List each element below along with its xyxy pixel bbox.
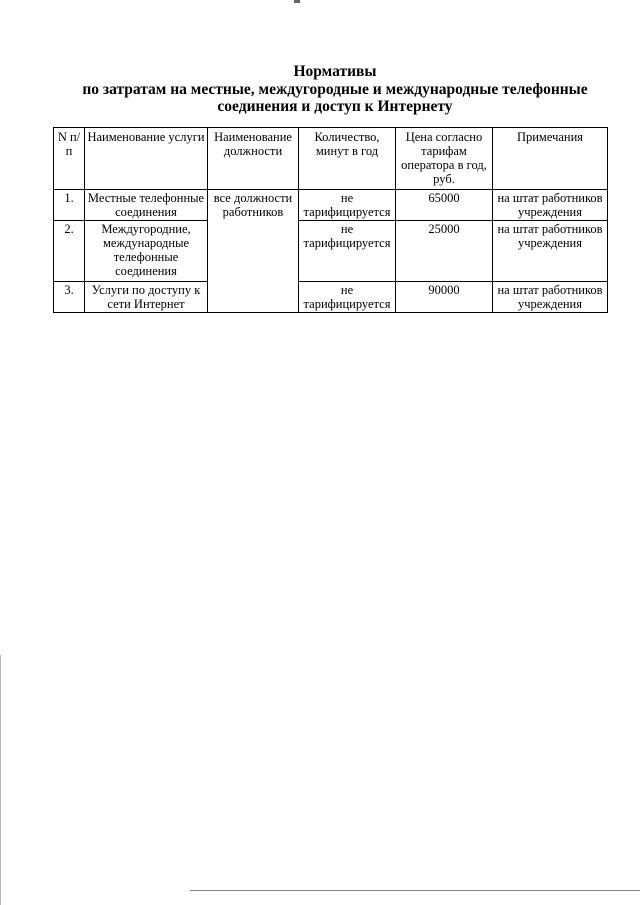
- row-price: 25000: [396, 221, 493, 282]
- document-title: [40, 63, 630, 116]
- row-number: 3.: [54, 282, 85, 313]
- row-quantity: не тарифицируется: [299, 221, 396, 282]
- header-position: Наименование должности: [208, 128, 299, 190]
- row-service: Междугородние, международные телефонные соединения: [85, 221, 208, 282]
- header-number: N п/п: [54, 128, 85, 190]
- row-quantity: не тарифицируется: [299, 282, 396, 313]
- row-number: 2.: [54, 221, 85, 282]
- scan-edge: [0, 655, 1, 905]
- title-line-3: соединения и доступ к Интернету: [217, 98, 453, 115]
- row-number: 1.: [54, 190, 85, 221]
- scan-edge-bottom: [190, 890, 640, 891]
- row-price: 65000: [396, 190, 493, 221]
- title-line-2: по затратам на местные, междугородные и международные телефонные: [82, 80, 588, 98]
- position-cell: все должности работников: [208, 190, 299, 313]
- row-note: на штат работников учреждения: [493, 282, 608, 313]
- row-price: 90000: [396, 282, 493, 313]
- header-quantity: Количество, минут в год: [299, 128, 396, 190]
- scan-mark: [294, 0, 300, 3]
- row-note: на штат работников учреждения: [493, 190, 608, 221]
- table-row: [54, 221, 608, 282]
- table-row: [54, 282, 608, 313]
- row-service: Услуги по доступу к сети Интернет: [85, 282, 208, 313]
- title-line-1: Нормативы: [293, 63, 377, 80]
- row-note: на штат работников учреждения: [493, 221, 608, 282]
- norms-table: [53, 127, 608, 313]
- table-row: [54, 190, 608, 221]
- row-service: Местные телефонные соединения: [85, 190, 208, 221]
- header-service: Наименование услуги: [85, 128, 208, 190]
- table-header-row: [54, 128, 608, 190]
- header-price: Цена согласно тарифам оператора в год, руб.: [396, 128, 493, 190]
- header-notes: Примечания: [493, 128, 608, 190]
- row-quantity: не тарифицируется: [299, 190, 396, 221]
